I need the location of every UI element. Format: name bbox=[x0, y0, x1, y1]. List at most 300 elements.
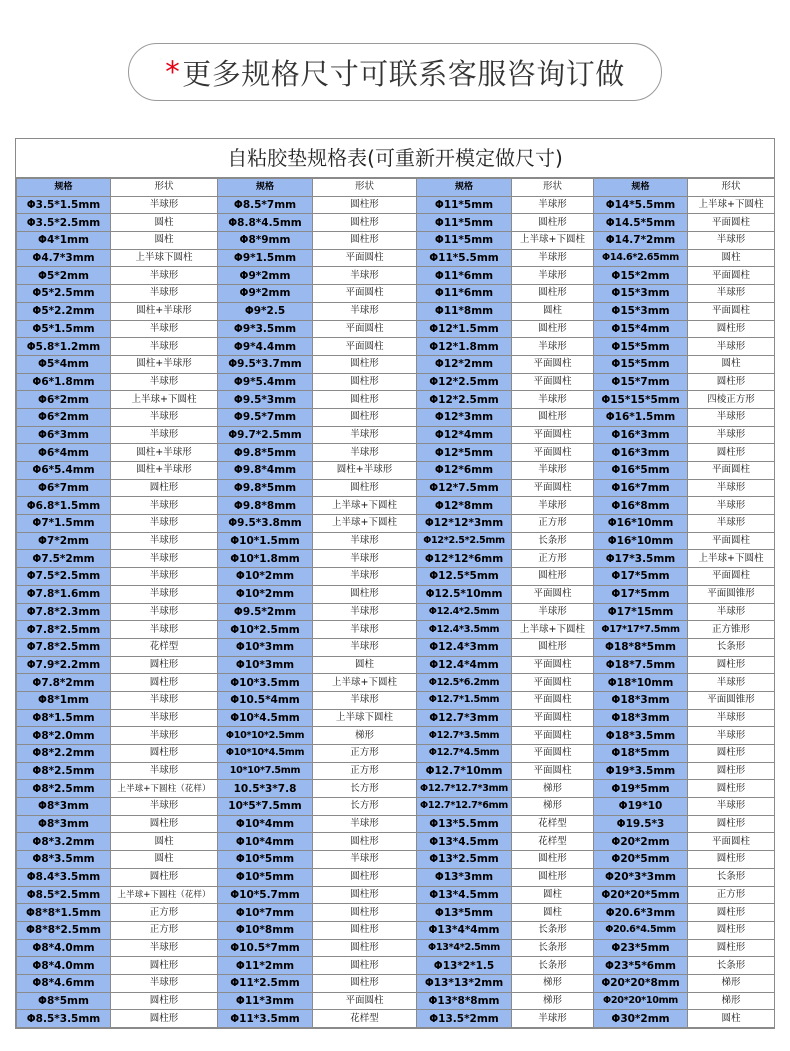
spec-cell: Φ15*7mm bbox=[594, 373, 688, 391]
spec-cell: Φ9.8*5mm bbox=[218, 444, 313, 462]
spec-cell: Φ14.6*2.65mm bbox=[594, 249, 688, 267]
shape-cell: 圆柱 bbox=[313, 656, 417, 674]
table-body bbox=[17, 196, 775, 1027]
shape-cell: 圆柱 bbox=[111, 851, 218, 869]
shape-cell: 半球形 bbox=[512, 603, 594, 621]
shape-cell: 半球形 bbox=[313, 267, 417, 285]
spec-cell: Φ15*15*5mm bbox=[594, 391, 688, 409]
spec-cell: Φ8.4*3.5mm bbox=[17, 868, 111, 886]
spec-cell: Φ8*1mm bbox=[17, 691, 111, 709]
shape-cell: 长条形 bbox=[688, 638, 775, 656]
spec-cell: Φ5*4mm bbox=[17, 355, 111, 373]
shape-cell: 半球形 bbox=[313, 532, 417, 550]
table-row bbox=[17, 621, 775, 639]
spec-cell: Φ12*1.5mm bbox=[417, 320, 512, 338]
shape-cell: 圆柱形 bbox=[111, 479, 218, 497]
table-row bbox=[17, 355, 775, 373]
table-row bbox=[17, 249, 775, 267]
shape-cell: 圆柱形 bbox=[688, 904, 775, 922]
shape-cell: 花样型 bbox=[512, 815, 594, 833]
spec-cell: Φ7*2mm bbox=[17, 532, 111, 550]
header-shape: 形状 bbox=[313, 179, 417, 197]
spec-cell: Φ12*1.8mm bbox=[417, 338, 512, 356]
shape-cell: 半球形 bbox=[313, 550, 417, 568]
spec-cell: Φ13.5*2mm bbox=[417, 1010, 512, 1028]
spec-cell: Φ10*2mm bbox=[218, 585, 313, 603]
shape-cell: 半球形 bbox=[111, 709, 218, 727]
spec-cell: Φ14.7*2mm bbox=[594, 232, 688, 250]
banner-text: 更多规格尺寸可联系客服咨询订做 bbox=[182, 56, 625, 91]
spec-cell: Φ13*5.5mm bbox=[417, 815, 512, 833]
shape-cell: 圆柱形 bbox=[512, 851, 594, 869]
spec-cell: Φ18*8*5mm bbox=[594, 638, 688, 656]
table-row bbox=[17, 833, 775, 851]
shape-cell: 半球形 bbox=[111, 585, 218, 603]
table-row bbox=[17, 603, 775, 621]
shape-cell: 圆柱形 bbox=[688, 762, 775, 780]
spec-cell: Φ4.7*3mm bbox=[17, 249, 111, 267]
header-spec: 规格 bbox=[417, 179, 512, 197]
spec-cell: Φ8.5*3.5mm bbox=[17, 1010, 111, 1028]
header-spec: 规格 bbox=[594, 179, 688, 197]
shape-cell: 正方形 bbox=[111, 921, 218, 939]
spec-cell: Φ16*8mm bbox=[594, 497, 688, 515]
shape-cell: 半球形 bbox=[688, 426, 775, 444]
spec-cell: Φ9.5*3mm bbox=[218, 391, 313, 409]
shape-cell: 正方形 bbox=[512, 550, 594, 568]
spec-cell: Φ6*7mm bbox=[17, 479, 111, 497]
spec-cell: Φ10*5mm bbox=[218, 868, 313, 886]
spec-cell: Φ6*2mm bbox=[17, 408, 111, 426]
spec-cell: Φ8*3.5mm bbox=[17, 851, 111, 869]
spec-cell: Φ18*3.5mm bbox=[594, 727, 688, 745]
table-row bbox=[17, 585, 775, 603]
spec-cell: Φ18*7.5mm bbox=[594, 656, 688, 674]
shape-cell: 平面圆柱 bbox=[688, 568, 775, 586]
shape-cell: 上半球+下圆柱（花样） bbox=[111, 780, 218, 798]
shape-cell: 上半球+下圆柱 bbox=[111, 391, 218, 409]
shape-cell: 平面圆柱 bbox=[512, 691, 594, 709]
shape-cell: 圆柱 bbox=[111, 232, 218, 250]
shape-cell: 长条形 bbox=[512, 939, 594, 957]
table-row bbox=[17, 638, 775, 656]
spec-cell: Φ11*6mm bbox=[417, 267, 512, 285]
spec-cell: Φ16*1.5mm bbox=[594, 408, 688, 426]
shape-cell: 圆柱形 bbox=[111, 992, 218, 1010]
shape-cell: 半球形 bbox=[313, 621, 417, 639]
spec-cell: Φ6*4mm bbox=[17, 444, 111, 462]
spec-cell: Φ3.5*1.5mm bbox=[17, 196, 111, 214]
shape-cell: 半球形 bbox=[688, 285, 775, 303]
shape-cell: 半球形 bbox=[313, 638, 417, 656]
spec-cell: Φ12*2.5mm bbox=[417, 373, 512, 391]
table-row bbox=[17, 373, 775, 391]
spec-cell: Φ9.5*3.8mm bbox=[218, 515, 313, 533]
shape-cell: 圆柱形 bbox=[111, 957, 218, 975]
header-shape: 形状 bbox=[512, 179, 594, 197]
spec-cell: Φ9*1.5mm bbox=[218, 249, 313, 267]
shape-cell: 半球形 bbox=[688, 727, 775, 745]
shape-cell: 上半球+下圆柱 bbox=[512, 232, 594, 250]
shape-cell: 半球形 bbox=[688, 497, 775, 515]
spec-cell: Φ11*2mm bbox=[218, 957, 313, 975]
shape-cell: 平面圆柱 bbox=[512, 674, 594, 692]
shape-cell: 半球形 bbox=[313, 603, 417, 621]
spec-cell: Φ11*6mm bbox=[417, 285, 512, 303]
spec-cell: Φ12*12*3mm bbox=[417, 515, 512, 533]
spec-cell: Φ8.8*4.5mm bbox=[218, 214, 313, 232]
shape-cell: 上半球+下圆柱 bbox=[313, 674, 417, 692]
spec-cell: Φ16*10mm bbox=[594, 515, 688, 533]
shape-cell: 正方形 bbox=[313, 745, 417, 763]
spec-cell: Φ16*7mm bbox=[594, 479, 688, 497]
spec-cell: Φ3.5*2.5mm bbox=[17, 214, 111, 232]
spec-cell: Φ17*5mm bbox=[594, 585, 688, 603]
spec-cell: 10*10*7.5mm bbox=[218, 762, 313, 780]
table-title: 自粘胶垫规格表(可重新开模定做尺寸) bbox=[16, 139, 774, 178]
shape-cell: 半球形 bbox=[688, 515, 775, 533]
spec-cell: Φ15*3mm bbox=[594, 302, 688, 320]
spec-cell: Φ7.8*2.3mm bbox=[17, 603, 111, 621]
shape-cell: 半球形 bbox=[111, 532, 218, 550]
shape-cell: 半球形 bbox=[512, 196, 594, 214]
shape-cell: 圆柱 bbox=[111, 214, 218, 232]
shape-cell: 圆柱+半球形 bbox=[111, 444, 218, 462]
spec-cell: Φ10*4.5mm bbox=[218, 709, 313, 727]
spec-cell: Φ13*2*1.5 bbox=[417, 957, 512, 975]
shape-cell: 平面圆柱 bbox=[512, 745, 594, 763]
table-row bbox=[17, 780, 775, 798]
table-row bbox=[17, 1010, 775, 1028]
shape-cell: 半球形 bbox=[111, 603, 218, 621]
shape-cell: 圆柱形 bbox=[313, 974, 417, 992]
shape-cell: 半球形 bbox=[313, 691, 417, 709]
spec-cell: Φ7.8*2mm bbox=[17, 674, 111, 692]
shape-cell: 半球形 bbox=[512, 1010, 594, 1028]
table-row bbox=[17, 479, 775, 497]
shape-cell: 圆柱形 bbox=[688, 656, 775, 674]
table-row bbox=[17, 798, 775, 816]
shape-cell: 圆柱形 bbox=[313, 886, 417, 904]
spec-cell: Φ10*1.8mm bbox=[218, 550, 313, 568]
spec-cell: Φ20*3*3mm bbox=[594, 868, 688, 886]
shape-cell: 半球形 bbox=[111, 408, 218, 426]
table-row bbox=[17, 285, 775, 303]
spec-cell: Φ10*8mm bbox=[218, 921, 313, 939]
spec-cell: Φ11*5mm bbox=[417, 196, 512, 214]
spec-cell: Φ12*7.5mm bbox=[417, 479, 512, 497]
spec-cell: Φ15*4mm bbox=[594, 320, 688, 338]
shape-cell: 平面圆柱 bbox=[313, 320, 417, 338]
shape-cell: 长条形 bbox=[512, 532, 594, 550]
spec-cell: Φ18*3mm bbox=[594, 709, 688, 727]
shape-cell: 半球形 bbox=[313, 815, 417, 833]
spec-cell: Φ19*5mm bbox=[594, 780, 688, 798]
spec-cell: Φ13*8*8mm bbox=[417, 992, 512, 1010]
spec-cell: Φ11*5mm bbox=[417, 214, 512, 232]
spec-cell: Φ20*5mm bbox=[594, 851, 688, 869]
shape-cell: 圆柱形 bbox=[688, 745, 775, 763]
shape-cell: 梯形 bbox=[512, 974, 594, 992]
shape-cell: 正方形 bbox=[111, 904, 218, 922]
shape-cell: 梯形 bbox=[688, 992, 775, 1010]
spec-cell: Φ12.5*10mm bbox=[417, 585, 512, 603]
shape-cell: 圆柱形 bbox=[688, 444, 775, 462]
shape-cell: 半球形 bbox=[111, 267, 218, 285]
spec-cell: Φ19*3.5mm bbox=[594, 762, 688, 780]
spec-cell: Φ8*2.5mm bbox=[17, 762, 111, 780]
table-row bbox=[17, 515, 775, 533]
spec-cell: Φ6.8*1.5mm bbox=[17, 497, 111, 515]
table-row bbox=[17, 851, 775, 869]
shape-cell: 半球形 bbox=[313, 426, 417, 444]
spec-cell: Φ6*3mm bbox=[17, 426, 111, 444]
spec-cell: Φ12.4*3.5mm bbox=[417, 621, 512, 639]
spec-cell: Φ10*10*4.5mm bbox=[218, 745, 313, 763]
table-row bbox=[17, 904, 775, 922]
spec-cell: Φ8*8*2.5mm bbox=[17, 921, 111, 939]
spec-cell: Φ6*2mm bbox=[17, 391, 111, 409]
shape-cell: 平面圆柱 bbox=[512, 479, 594, 497]
spec-cell: Φ15*5mm bbox=[594, 338, 688, 356]
shape-cell: 花样型 bbox=[512, 833, 594, 851]
shape-cell: 圆柱形 bbox=[688, 939, 775, 957]
spec-cell: Φ10*4mm bbox=[218, 833, 313, 851]
spec-cell: Φ12*4mm bbox=[417, 426, 512, 444]
shape-cell: 平面圆柱 bbox=[512, 444, 594, 462]
spec-cell: Φ10.5*7mm bbox=[218, 939, 313, 957]
shape-cell: 圆柱形 bbox=[313, 921, 417, 939]
shape-cell: 梯形 bbox=[512, 798, 594, 816]
spec-cell: Φ5*1.5mm bbox=[17, 320, 111, 338]
shape-cell: 梯形 bbox=[688, 974, 775, 992]
table-row bbox=[17, 815, 775, 833]
spec-cell: Φ20.6*4.5mm bbox=[594, 921, 688, 939]
spec-cell: Φ17*15mm bbox=[594, 603, 688, 621]
spec-cell: Φ16*3mm bbox=[594, 426, 688, 444]
spec-cell: Φ8*2.0mm bbox=[17, 727, 111, 745]
spec-cell: Φ12.4*2.5mm bbox=[417, 603, 512, 621]
table-row bbox=[17, 762, 775, 780]
spec-cell: Φ17*5mm bbox=[594, 568, 688, 586]
spec-cell: Φ5*2.2mm bbox=[17, 302, 111, 320]
shape-cell: 平面圆柱 bbox=[688, 462, 775, 480]
shape-cell: 正方锥形 bbox=[688, 621, 775, 639]
table-row bbox=[17, 408, 775, 426]
spec-cell: Φ12.4*3mm bbox=[417, 638, 512, 656]
spec-cell: Φ12.7*4.5mm bbox=[417, 745, 512, 763]
header-shape: 形状 bbox=[688, 179, 775, 197]
spec-cell: Φ8*2.5mm bbox=[17, 780, 111, 798]
shape-cell: 半球形 bbox=[688, 798, 775, 816]
spec-cell: Φ12*8mm bbox=[417, 497, 512, 515]
shape-cell: 圆柱形 bbox=[111, 674, 218, 692]
shape-cell: 圆柱+半球形 bbox=[313, 462, 417, 480]
shape-cell: 正方形 bbox=[512, 515, 594, 533]
spec-cell: Φ15*3mm bbox=[594, 285, 688, 303]
spec-cell: Φ23*5*6mm bbox=[594, 957, 688, 975]
spec-cell: Φ14*5.5mm bbox=[594, 196, 688, 214]
shape-cell: 长条形 bbox=[688, 868, 775, 886]
spec-cell: Φ12.7*10mm bbox=[417, 762, 512, 780]
spec-cell: Φ19.5*3 bbox=[594, 815, 688, 833]
spec-cell: Φ19*10 bbox=[594, 798, 688, 816]
table-row bbox=[17, 568, 775, 586]
shape-cell: 圆柱形 bbox=[313, 957, 417, 975]
spec-cell: Φ9*3.5mm bbox=[218, 320, 313, 338]
shape-cell: 圆柱形 bbox=[688, 373, 775, 391]
spec-cell: Φ11*2.5mm bbox=[218, 974, 313, 992]
spec-cell: Φ9.8*8mm bbox=[218, 497, 313, 515]
shape-cell: 上半球+下圆柱 bbox=[688, 550, 775, 568]
table-row bbox=[17, 391, 775, 409]
table-row bbox=[17, 550, 775, 568]
spec-cell: Φ9.8*4mm bbox=[218, 462, 313, 480]
shape-cell: 圆柱形 bbox=[313, 196, 417, 214]
spec-cell: Φ12*2.5mm bbox=[417, 391, 512, 409]
spec-cell: Φ14.5*5mm bbox=[594, 214, 688, 232]
shape-cell: 半球形 bbox=[688, 408, 775, 426]
spec-cell: Φ12*2mm bbox=[417, 355, 512, 373]
spec-cell: Φ11*5.5mm bbox=[417, 249, 512, 267]
spec-table bbox=[16, 178, 775, 1028]
spec-cell: Φ10*7mm bbox=[218, 904, 313, 922]
spec-cell: Φ8*4.0mm bbox=[17, 939, 111, 957]
shape-cell: 平面圆柱 bbox=[313, 338, 417, 356]
spec-cell: Φ16*10mm bbox=[594, 532, 688, 550]
spec-cell: Φ12.7*12.7*6mm bbox=[417, 798, 512, 816]
shape-cell: 圆柱形 bbox=[313, 214, 417, 232]
shape-cell: 半球形 bbox=[111, 550, 218, 568]
shape-cell: 上半球+下圆柱 bbox=[313, 515, 417, 533]
shape-cell: 半球形 bbox=[111, 426, 218, 444]
spec-cell: Φ15*2mm bbox=[594, 267, 688, 285]
shape-cell: 花样型 bbox=[111, 638, 218, 656]
shape-cell: 半球形 bbox=[688, 674, 775, 692]
spec-cell: Φ16*5mm bbox=[594, 462, 688, 480]
spec-cell: Φ8*3mm bbox=[17, 798, 111, 816]
spec-cell: Φ18*3mm bbox=[594, 691, 688, 709]
spec-cell: Φ15*5mm bbox=[594, 355, 688, 373]
spec-cell: Φ20.6*3mm bbox=[594, 904, 688, 922]
header-spec: 规格 bbox=[17, 179, 111, 197]
spec-cell: Φ7.8*2.5mm bbox=[17, 638, 111, 656]
shape-cell: 圆柱形 bbox=[313, 939, 417, 957]
shape-cell: 上半球+下圆柱 bbox=[512, 621, 594, 639]
shape-cell: 平面圆柱 bbox=[512, 373, 594, 391]
spec-cell: Φ13*4.5mm bbox=[417, 886, 512, 904]
table-row bbox=[17, 868, 775, 886]
shape-cell: 半球形 bbox=[688, 603, 775, 621]
shape-cell: 半球形 bbox=[111, 727, 218, 745]
spec-cell: Φ9*2mm bbox=[218, 285, 313, 303]
shape-cell: 圆柱形 bbox=[512, 320, 594, 338]
custom-size-banner bbox=[128, 43, 662, 101]
table-row bbox=[17, 426, 775, 444]
shape-cell: 平面圆柱 bbox=[688, 267, 775, 285]
spec-cell: Φ11*3.5mm bbox=[218, 1010, 313, 1028]
spec-cell: Φ23*5mm bbox=[594, 939, 688, 957]
shape-cell: 平面圆锥形 bbox=[688, 585, 775, 603]
spec-cell: Φ5*2.5mm bbox=[17, 285, 111, 303]
header-shape: 形状 bbox=[111, 179, 218, 197]
spec-cell: Φ13*5mm bbox=[417, 904, 512, 922]
spec-cell: Φ8*4.0mm bbox=[17, 957, 111, 975]
spec-cell: Φ11*5mm bbox=[417, 232, 512, 250]
shape-cell: 半球形 bbox=[111, 568, 218, 586]
spec-cell: Φ8*9mm bbox=[218, 232, 313, 250]
spec-cell: 10.5*3*7.8 bbox=[218, 780, 313, 798]
shape-cell: 半球形 bbox=[512, 267, 594, 285]
shape-cell: 圆柱形 bbox=[512, 285, 594, 303]
shape-cell: 半球形 bbox=[313, 302, 417, 320]
shape-cell: 上半球+下圆柱 bbox=[313, 497, 417, 515]
shape-cell: 圆柱 bbox=[688, 355, 775, 373]
spec-cell: Φ20*20*10mm bbox=[594, 992, 688, 1010]
spec-cell: Φ9.5*3.7mm bbox=[218, 355, 313, 373]
spec-cell: Φ12.7*3.5mm bbox=[417, 727, 512, 745]
spec-cell: Φ12*3mm bbox=[417, 408, 512, 426]
shape-cell: 圆柱+半球形 bbox=[111, 462, 218, 480]
spec-cell: Φ13*4*2.5mm bbox=[417, 939, 512, 957]
spec-cell: Φ9*5.4mm bbox=[218, 373, 313, 391]
table-row bbox=[17, 992, 775, 1010]
spec-cell: Φ12*5mm bbox=[417, 444, 512, 462]
shape-cell: 圆柱形 bbox=[512, 408, 594, 426]
shape-cell: 半球形 bbox=[512, 497, 594, 515]
spec-cell: Φ9*2.5 bbox=[218, 302, 313, 320]
spec-cell: Φ11*3mm bbox=[218, 992, 313, 1010]
shape-cell: 平面圆柱 bbox=[512, 426, 594, 444]
spec-cell: Φ8*2.2mm bbox=[17, 745, 111, 763]
shape-cell: 圆柱形 bbox=[313, 373, 417, 391]
spec-cell: Φ10*2.5mm bbox=[218, 621, 313, 639]
spec-cell: Φ13*3mm bbox=[417, 868, 512, 886]
spec-cell: Φ20*20*5mm bbox=[594, 886, 688, 904]
header-spec: 规格 bbox=[218, 179, 313, 197]
shape-cell: 平面圆柱 bbox=[313, 249, 417, 267]
shape-cell: 平面圆柱 bbox=[688, 214, 775, 232]
shape-cell: 圆柱形 bbox=[313, 904, 417, 922]
shape-cell: 正方形 bbox=[688, 886, 775, 904]
table-row bbox=[17, 709, 775, 727]
shape-cell: 圆柱形 bbox=[111, 815, 218, 833]
shape-cell: 半球形 bbox=[111, 762, 218, 780]
table-row bbox=[17, 957, 775, 975]
shape-cell: 圆柱形 bbox=[111, 1010, 218, 1028]
spec-cell: Φ20*20*8mm bbox=[594, 974, 688, 992]
spec-cell: Φ7.5*2mm bbox=[17, 550, 111, 568]
spec-cell: Φ7*1.5mm bbox=[17, 515, 111, 533]
spec-cell: Φ8*3mm bbox=[17, 815, 111, 833]
shape-cell: 长方形 bbox=[313, 780, 417, 798]
spec-cell: Φ10*3.5mm bbox=[218, 674, 313, 692]
spec-cell: Φ5.8*1.2mm bbox=[17, 338, 111, 356]
shape-cell: 半球形 bbox=[111, 497, 218, 515]
table-row bbox=[17, 302, 775, 320]
shape-cell: 半球形 bbox=[688, 479, 775, 497]
spec-cell: Φ30*2mm bbox=[594, 1010, 688, 1028]
shape-cell: 平面圆柱 bbox=[512, 355, 594, 373]
spec-cell: Φ18*10mm bbox=[594, 674, 688, 692]
shape-cell: 半球形 bbox=[111, 320, 218, 338]
table-row bbox=[17, 745, 775, 763]
spec-cell: Φ10*1.5mm bbox=[218, 532, 313, 550]
shape-cell: 上半球下圆柱 bbox=[111, 249, 218, 267]
spec-cell: Φ12.4*4mm bbox=[417, 656, 512, 674]
shape-cell: 圆柱 bbox=[512, 886, 594, 904]
shape-cell: 平面圆柱 bbox=[688, 302, 775, 320]
